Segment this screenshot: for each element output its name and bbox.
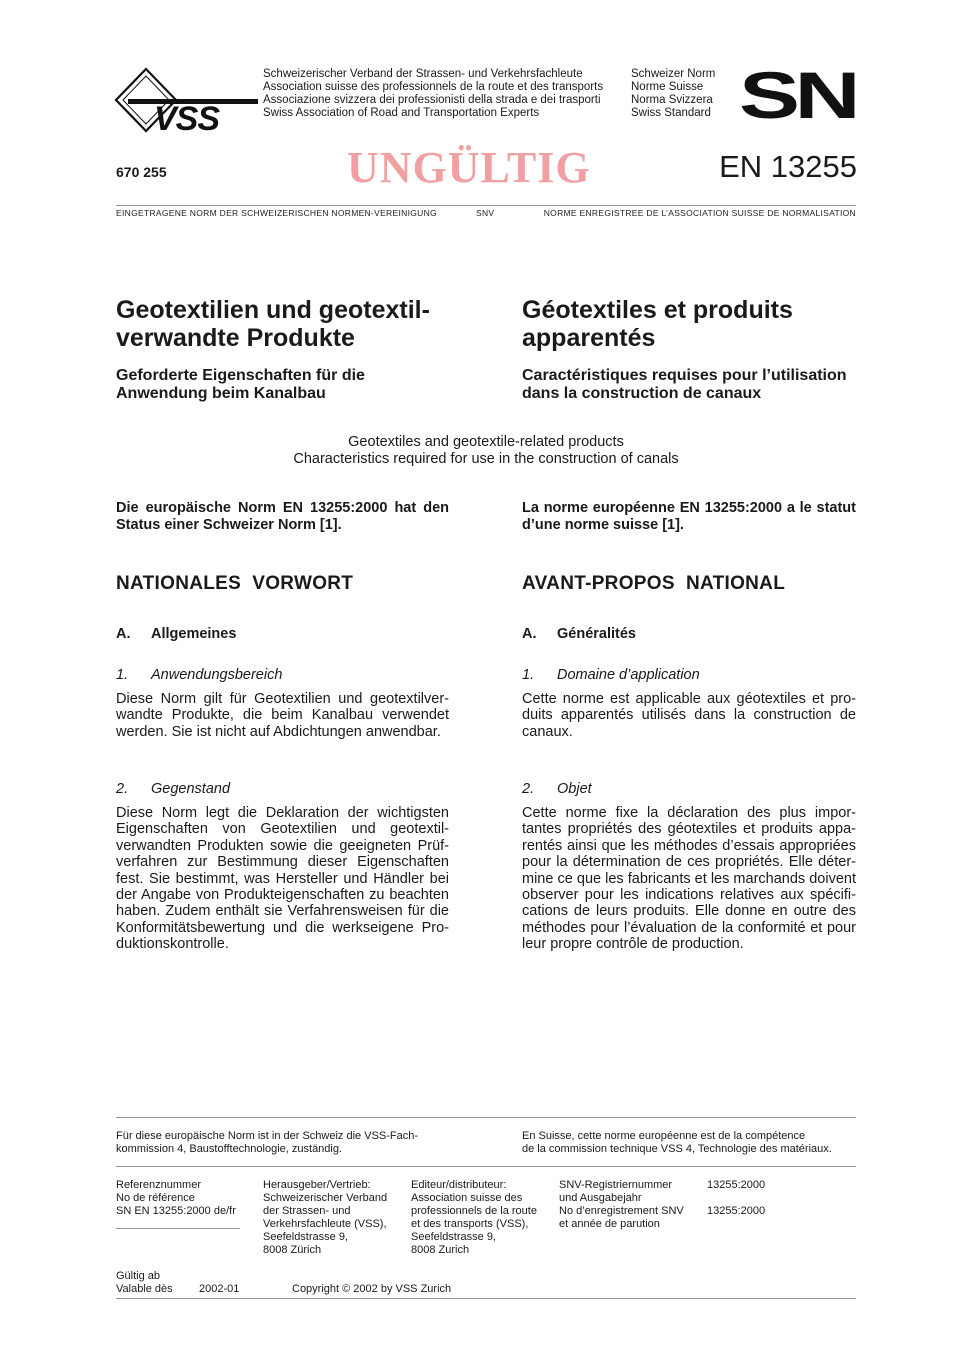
standard-labels xyxy=(631,68,715,120)
foreword-heading-fr: AVANT-PROPOS NATIONAL xyxy=(522,573,786,594)
status-fr: La norme européenne EN 13255:2000 a le statut d’une norme suisse [1]. xyxy=(522,500,856,533)
org-line-en: Swiss Association of Road and Transportation Experts xyxy=(263,107,540,119)
publisher-fr: Editeur/distributeur: Association suisse des professionnels de la route et des transports (VSS), Seefeldstrasse 9, 8008 Zurich xyxy=(411,1179,537,1256)
header-rule xyxy=(116,205,856,206)
valid-from-date: 2002-01 xyxy=(199,1283,240,1295)
registration-right: NORME ENREGISTREE DE L’ASSOCIATION SUISSE DE NORMALISATION xyxy=(543,208,856,218)
snv-registration-fr: No d’enregistrement SNV et année de parution xyxy=(559,1205,684,1230)
org-line-it: Associazione svizzera dei professionisti della strada e dei trasporti xyxy=(263,94,601,106)
section-a-letter-de: A. xyxy=(116,626,131,642)
svg-text:VSS: VSS xyxy=(154,100,220,136)
scope-text-fr: Cette norme est applicable aux géotextiles et pro-duits apparentés utilisés dans la construction de canaux. xyxy=(522,691,856,740)
reference-rule xyxy=(116,1228,240,1229)
norm-identifier: EN 13255 xyxy=(719,149,857,184)
subsection-2-fr xyxy=(522,781,592,797)
subsection-1-de xyxy=(116,667,282,683)
organization-names xyxy=(263,68,603,120)
subject-text-fr: Cette norme fixe la déclaration des plus impor-tantes propriétés des géotextiles et produits appa-rentés ainsi que les méthodes d’essais appropriées pour la détermination de ces propriétés. Elle déter-mine ce que les fabricants et les marchands doivent observer pour les indications relatives aux spécifi-cations de leurs produits. Elle donne en outre des méthodes pour l’évaluation de la conformité et pour leur propre contrôle de production. xyxy=(522,805,856,953)
subsection-1-title-fr: Domaine d’application xyxy=(557,667,700,683)
svg-text:SN: SN xyxy=(739,66,856,122)
title-de: Geotextilien und geotextil- verwandte Produkte xyxy=(116,296,430,352)
subsection-1-num-de: 1. xyxy=(116,667,129,683)
section-a-title-de: Allgemeines xyxy=(151,626,237,642)
subsection-2-title-de: Gegenstand xyxy=(151,781,231,797)
snv-value-2: 13255:2000 xyxy=(707,1205,766,1217)
section-a-de xyxy=(116,626,236,642)
foreword-heading-de: NATIONALES VORWORT xyxy=(116,573,354,594)
copyright: Copyright © 2002 by VSS Zurich xyxy=(292,1283,452,1295)
competence-fr: En Suisse, cette norme européenne est de la compétence de la commission technique VSS 4, Technologie des matériaux. xyxy=(522,1130,832,1155)
vss-logo xyxy=(114,66,259,136)
org-line-fr: Association suisse des professionnels de la route et des transports xyxy=(263,81,604,93)
valid-from-label: Gültig ab Valable dès xyxy=(116,1270,173,1295)
footer-rule-top xyxy=(116,1117,856,1118)
status-de: Die europäische Norm EN 13255:2000 hat den Status einer Schweizer Norm [1]. xyxy=(116,500,449,533)
english-title xyxy=(116,434,856,468)
subsection-2-num-de: 2. xyxy=(116,781,129,797)
section-a-title-fr: Généralités xyxy=(557,626,636,642)
snv-value-1: 13255:2000 xyxy=(707,1179,766,1191)
section-a-fr xyxy=(522,626,636,642)
registration-left: EINGETRAGENE NORM DER SCHWEIZERISCHEN NORMEN-VEREINIGUNG xyxy=(116,208,437,218)
english-title-line2: Characteristics required for use in the construction of canals xyxy=(293,451,679,467)
subsection-1-fr xyxy=(522,667,700,683)
publisher-de: Herausgeber/Vertrieb: Schweizerischer Verband der Strassen- und Verkehrsfachleute (VSS), Seefeldstrasse 9, 8008 Zürich xyxy=(263,1179,388,1256)
snv-registration-de: SNV-Registriernummer und Ausgabejahr xyxy=(559,1179,673,1204)
subsection-2-de xyxy=(116,781,230,797)
sn-logo xyxy=(739,66,857,122)
standard-label-it: Norma Svizzera xyxy=(631,94,713,106)
subtitle-de: Geforderte Eigenschaften für die Anwendung beim Kanalbau xyxy=(116,367,365,402)
scope-text-de: Diese Norm gilt für Geotextilien und geotextilver-wandte Produkte, die beim Kanalbau verwendet werden. Sie ist nicht auf Abdichtungen anwendbar. xyxy=(116,691,449,740)
subsection-1-title-de: Anwendungsbereich xyxy=(151,667,283,683)
standard-label-en: Swiss Standard xyxy=(631,107,711,119)
section-a-letter-fr: A. xyxy=(522,626,537,642)
subsection-2-num-fr: 2. xyxy=(522,781,535,797)
invalid-watermark: UNGÜLTIG xyxy=(347,143,591,192)
document-number: 670 255 xyxy=(116,164,167,180)
subject-text-de: Diese Norm legt die Deklaration der wichtigsten Eigenschaften von Geotextilien und geotextil-verwandten Produkten sowie die geeigneten Prüf-verfahren zur Bestimmung dieser Eigenschaften fest. Sie bestimmt, was Hersteller und Händler bei der Angabe von Produkteigenschaften zu beachten haben. Zudem enthält sie Verfahrensweisen für die Konformitätsbewertung und die werkseigene Pro-duktionskontrolle. xyxy=(116,805,449,953)
reference-number: Referenznummer No de référence SN EN 13255:2000 de/fr xyxy=(116,1179,236,1217)
subsection-2-title-fr: Objet xyxy=(557,781,592,797)
subtitle-fr: Caractéristiques requises pour l’utilisation dans la construction de canaux xyxy=(522,367,847,402)
competence-de: Für diese europäische Norm ist in der Schweiz die VSS-Fach- kommission 4, Baustofftechnologie, zuständig. xyxy=(116,1130,419,1155)
english-title-line1: Geotextiles and geotextile-related products xyxy=(348,434,624,450)
subsection-1-num-fr: 1. xyxy=(522,667,535,683)
footer-rule-mid xyxy=(116,1166,856,1167)
org-line-de: Schweizerischer Verband der Strassen- und Verkehrsfachleute xyxy=(263,68,583,80)
registration-center: SNV xyxy=(476,208,495,218)
standard-label-fr: Norme Suisse xyxy=(631,81,704,93)
title-fr: Géotextiles et produits apparentés xyxy=(522,296,793,352)
footer-rule-bottom xyxy=(116,1298,856,1299)
standard-label-de: Schweizer Norm xyxy=(631,68,716,80)
